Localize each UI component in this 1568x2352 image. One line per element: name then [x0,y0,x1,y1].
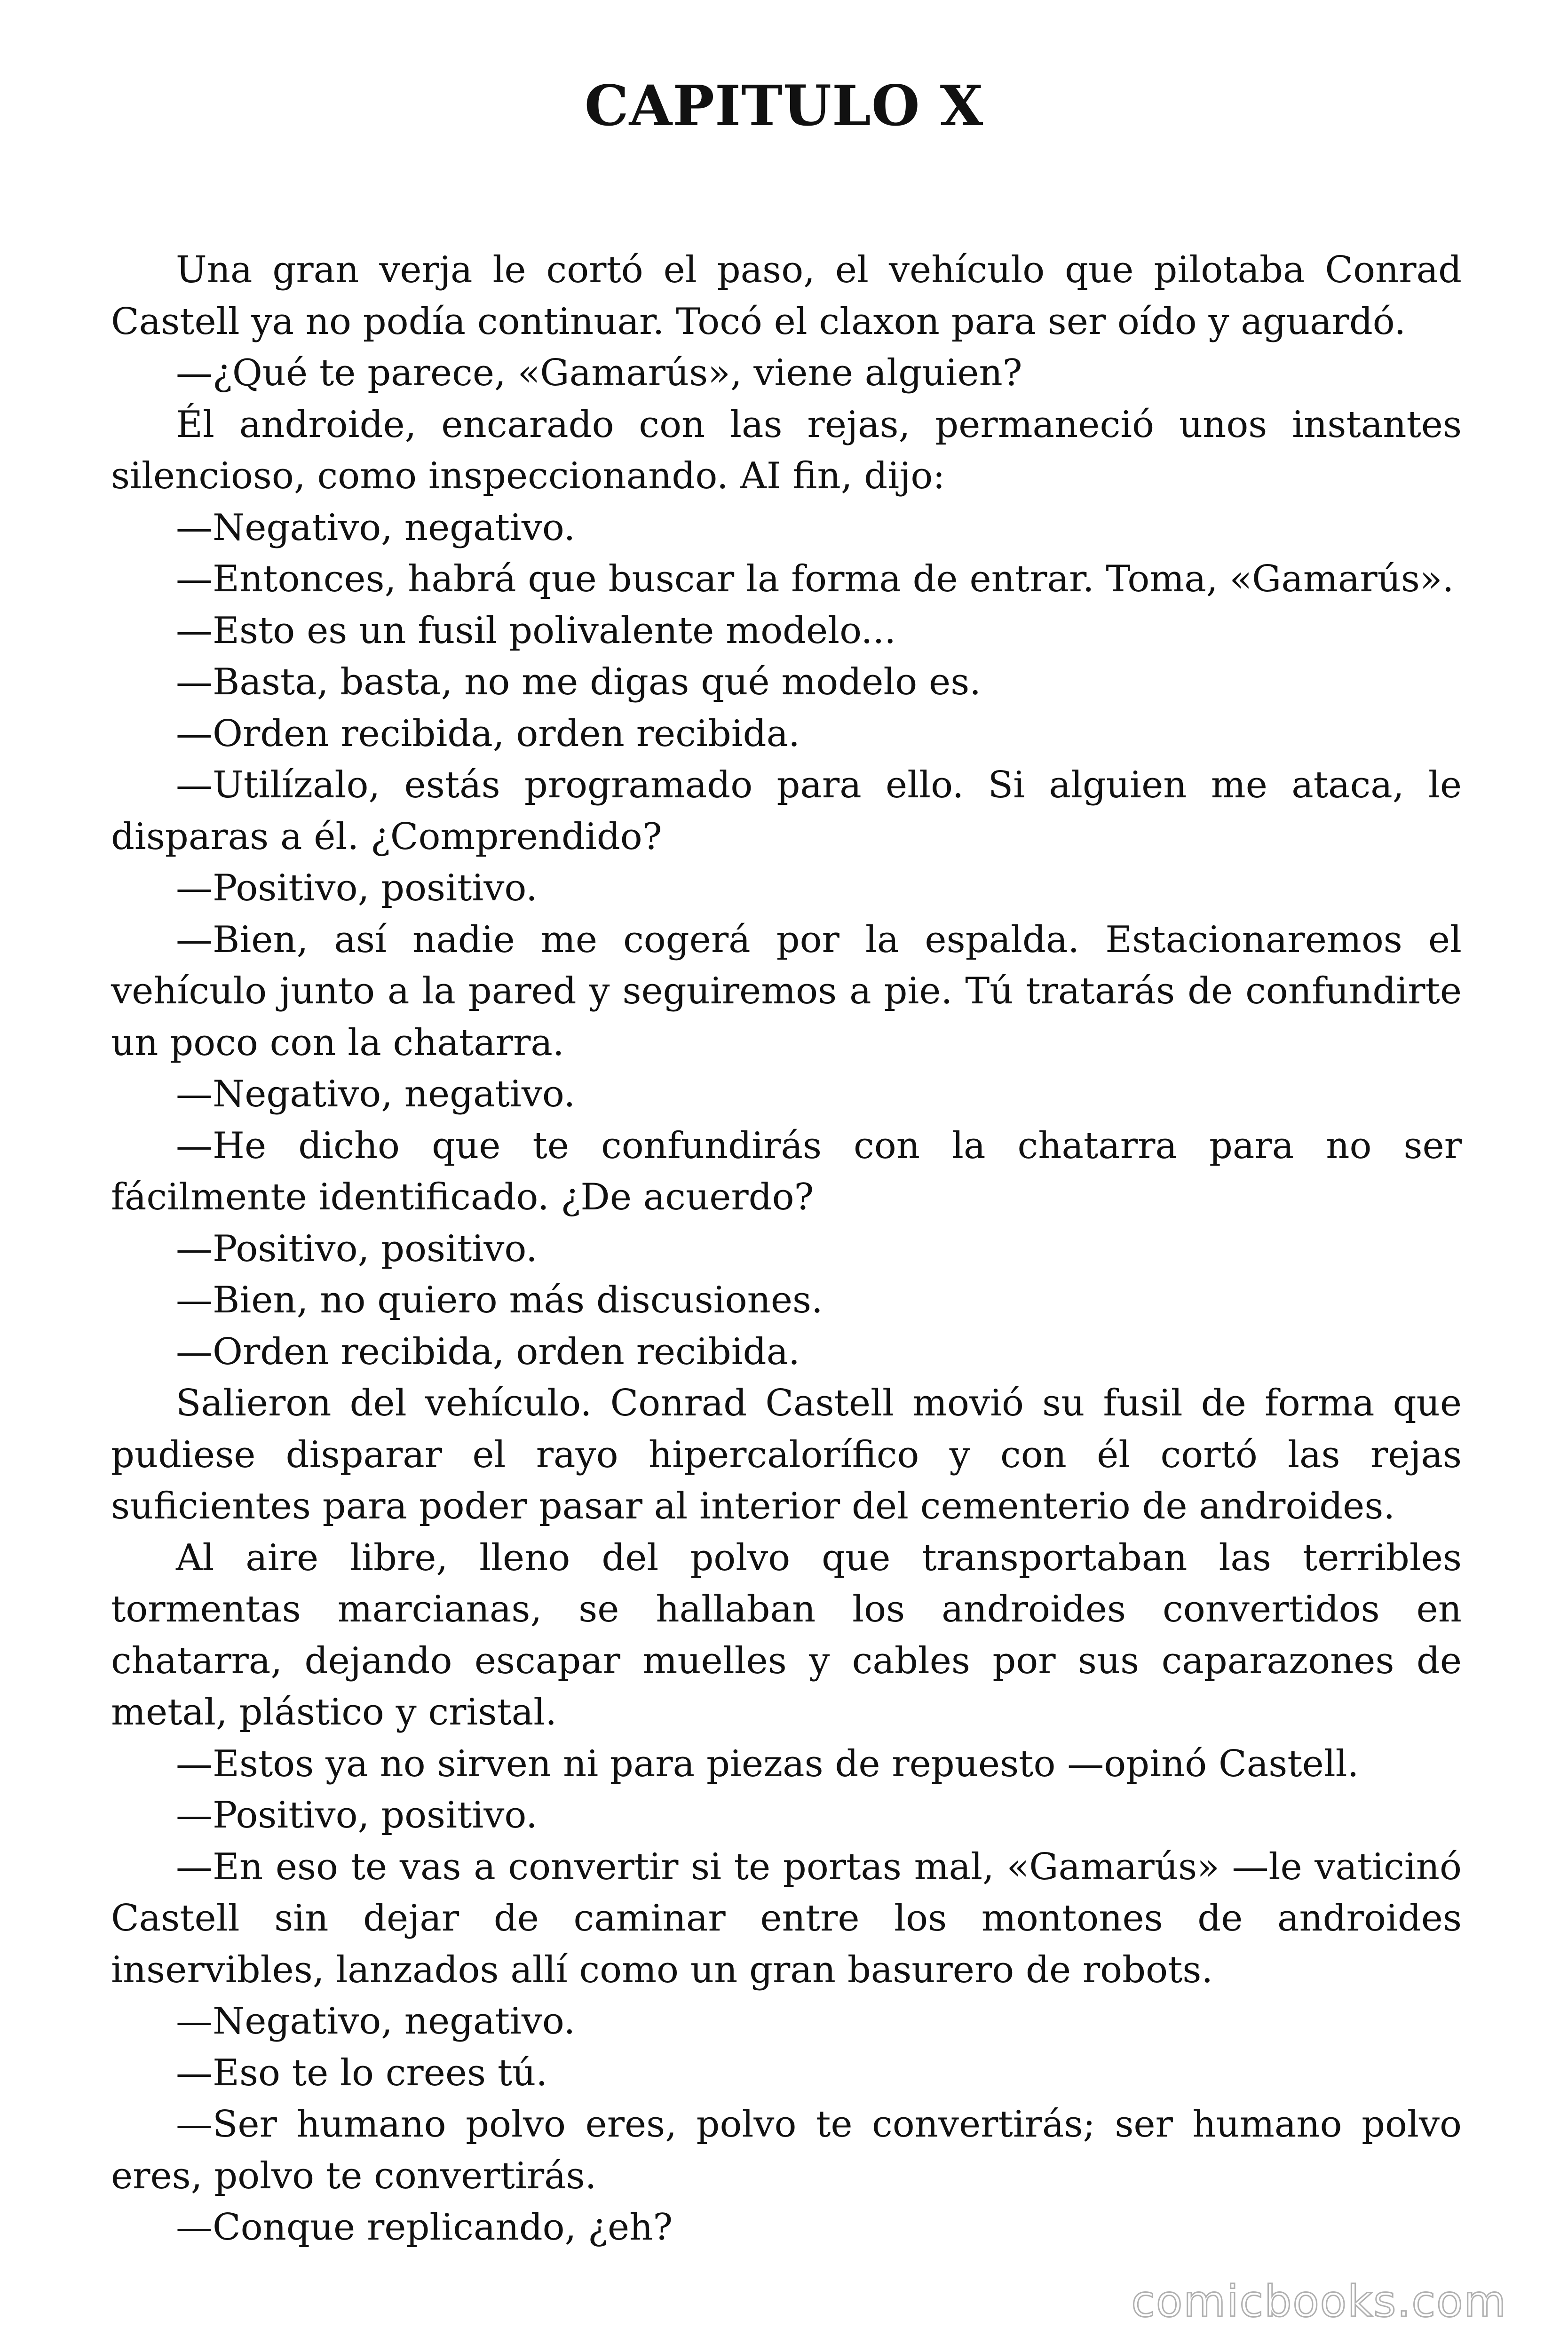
paragraph: —Utilízalo, estás programado para ello. Si alguien me ataca, le disparas a él. ¿Comprendido? [111,764,1462,858]
paragraph: —¿Qué te parece, «Gamarús», viene alguien? [176,352,1022,394]
paragraph: —En eso te vas a convertir si te portas mal, «Gamarús» —le vaticinó Castell sin dejar de caminar entre los montones de androides inservibles, lanzados allí como un gran basurero de robots. [111,1845,1462,1991]
paragraph: Al aire libre, lleno del polvo que transportaban las terribles tormentas marcianas, se hallaban los androides convertidos en chatarra, dejando escapar muelles y cables por sus caparazones de metal, plástico y cristal. [111,1536,1462,1733]
paragraph: —Estos ya no sirven ni para piezas de repuesto —opinó Castell. [176,1742,1359,1785]
paragraph: Una gran verja le cortó el paso, el vehículo que pilotaba Conrad Castell ya no podía continuar. Tocó el claxon para ser oído y aguardó. [111,249,1462,343]
chapter-title: CAPITULO X [584,73,984,138]
paragraph: —Positivo, positivo. [176,1227,538,1270]
paragraph: —Positivo, positivo. [176,867,538,909]
paragraph: —Negativo, negativo. [176,2000,576,2042]
watermark-logo: comicbooks.com [1131,2276,1507,2327]
paragraph: —Entonces, habrá que buscar la forma de entrar. Toma, «Gamarús». [176,558,1454,600]
paragraph: —Negativo, negativo. [176,1073,576,1115]
paragraph: —Basta, basta, no me digas qué modelo es. [176,661,982,703]
paragraph: —Positivo, positivo. [176,1794,538,1836]
paragraph: —Orden recibida, orden recibida. [176,1330,800,1373]
paragraph: —He dicho que te confundirás con la chatarra para no ser fácilmente identificado. ¿De acuerdo? [111,1124,1462,1218]
paragraph: —Eso te lo crees tú. [176,2051,548,2094]
paragraph: —Negativo, negativo. [176,506,576,549]
paragraph: Él androide, encarado con las rejas, permaneció unos instantes silencioso, como inspeccionando. AI fin, dijo: [111,403,1462,497]
chapter-body [111,245,1462,2254]
paragraph: —Bien, no quiero más discusiones. [176,1279,823,1321]
paragraph: Salieron del vehículo. Conrad Castell movió su fusil de forma que pudiese disparar el rayo hipercalorífico y con él cortó las rejas suficientes para poder pasar al interior del cementerio de androides. [111,1382,1462,1527]
paragraph: —Esto es un fusil polivalente modelo... [176,609,896,652]
paragraph: —Bien, así nadie me cogerá por la espalda. Estacionaremos el vehículo junto a la pared y seguiremos a pie. Tú tratarás de confundirte un poco con la chatarra. [111,918,1462,1064]
paragraph: —Conque replicando, ¿eh? [176,2206,673,2249]
paragraph: —Ser humano polvo eres, polvo te convertirás; ser humano polvo eres, polvo te convertirás. [111,2103,1462,2197]
paragraph: —Orden recibida, orden recibida. [176,712,800,755]
